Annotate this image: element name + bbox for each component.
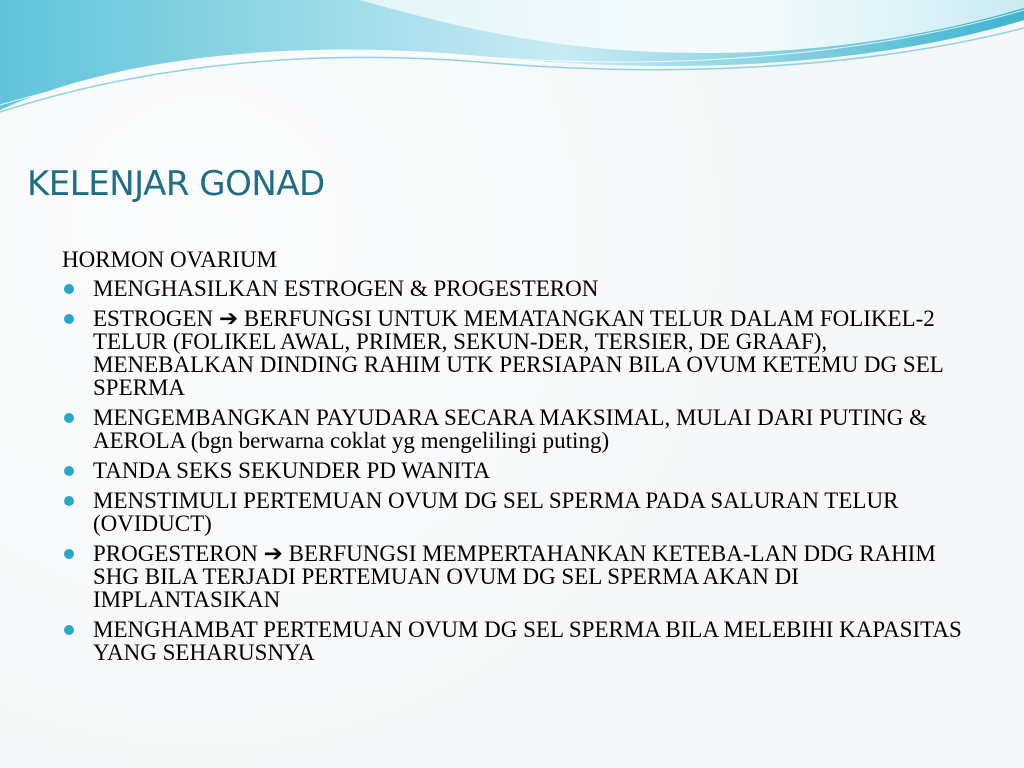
bullet-item: [62, 542, 982, 611]
bullet-text: MENGHAMBAT PERTEMUAN OVUM DG SEL SPERMA BILA MELEBIHI KAPASITAS YANG SEHARUSNYA: [93, 617, 962, 665]
bullet-dot-icon: [64, 284, 74, 294]
bullet-text: MENGEMBANGKAN PAYUDARA SECARA MAKSIMAL, MULAI DARI PUTING & AEROLA (bgn berwarna coklat yg mengelilingi puting): [93, 405, 928, 453]
bullet-item: [62, 459, 982, 482]
bullet-item: [62, 307, 982, 399]
bullet-dot-icon: [64, 549, 74, 559]
bullet-dot-icon: [64, 496, 74, 506]
bullet-dot-icon: [64, 413, 74, 423]
slide-body: [62, 246, 982, 671]
bullet-text: PROGESTERON ➔ BERFUNGSI MEMPERTAHANKAN KETEBA-LAN DDG RAHIM SHG BILA TERJADI PERTEMUAN OVUM DG SEL SPERMA AKAN DI IMPLANTASIKAN: [93, 541, 936, 612]
slide-title: KELENJAR GONAD: [27, 164, 325, 204]
bullet-dot-icon: [64, 625, 74, 635]
bullet-dot-icon: [64, 314, 74, 324]
bullet-text: TANDA SEKS SEKUNDER PD WANITA: [93, 458, 491, 483]
bullet-item: [62, 406, 982, 452]
bullet-item: [62, 618, 982, 664]
bullet-text: MENSTIMULI PERTEMUAN OVUM DG SEL SPERMA PADA SALURAN TELUR (OVIDUCT): [93, 488, 899, 536]
section-heading: HORMON OVARIUM: [62, 247, 277, 272]
bullet-text: MENGHASILKAN ESTROGEN & PROGESTERON: [93, 276, 599, 301]
wave-decoration: [0, 0, 1024, 120]
bullet-item: [62, 489, 982, 535]
bullet-list: [62, 277, 982, 664]
bullet-dot-icon: [64, 466, 74, 476]
bullet-item: [62, 277, 982, 300]
bullet-text: ESTROGEN ➔ BERFUNGSI UNTUK MEMATANGKAN TELUR DALAM FOLIKEL-2 TELUR (FOLIKEL AWAL, PRIMER, SEKUN-DER, TERSIER, DE GRAAF), MENEBALKAN DINDING RAHIM UTK PERSIAPAN BILA OVUM KETEMU DG SEL SPERMA: [93, 306, 943, 400]
